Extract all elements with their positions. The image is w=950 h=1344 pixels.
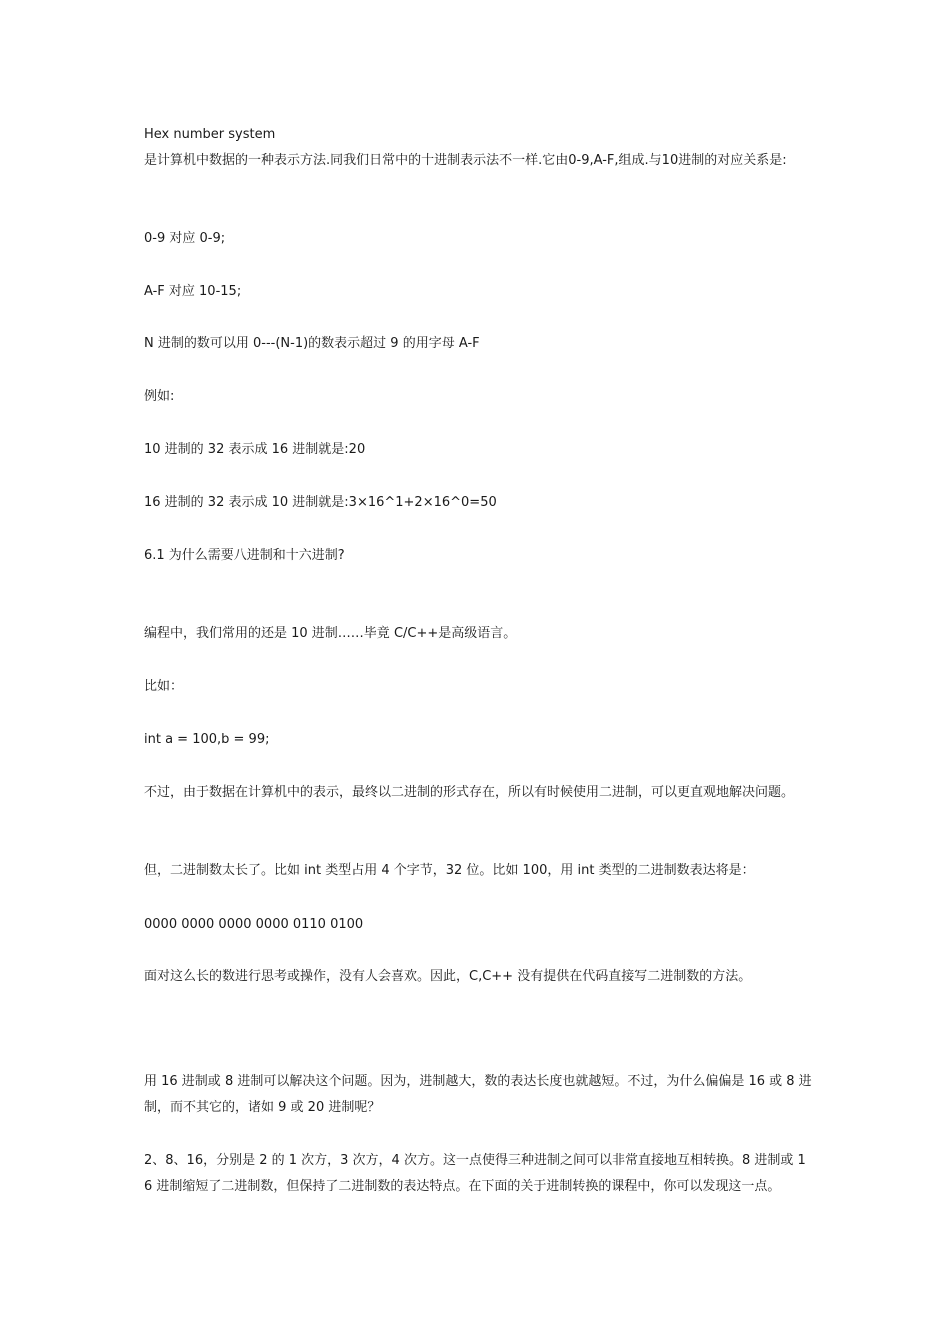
paragraph-binary-long: 但，二进制数太长了。比如 int 类型占用 4 个字节，32 位。比如 100，用 int 类型的二进制数表达将是： <box>144 863 755 878</box>
paragraph-example-2: 16 进制的 32 表示成 10 进制就是:3×16^1+2×16^0=50 <box>144 495 497 510</box>
paragraph-n-base: N 进制的数可以用 0---(N-1)的数表示超过 9 的用字母 A-F <box>144 336 480 351</box>
paragraph-example-1: 10 进制的 32 表示成 16 进制就是:20 <box>144 442 366 457</box>
paragraph-example-label: 例如: <box>144 389 175 404</box>
paragraph-mapping-letters: A-F 对应 10-15; <box>144 284 242 299</box>
paragraph-programming: 编程中，我们常用的还是 10 进制……毕竟 C/C++是高级语言。 <box>144 626 517 641</box>
section-heading-6-1: 6.1 为什么需要八进制和十六进制? <box>144 548 345 563</box>
paragraph-intro: 是计算机中数据的一种表示方法.同我们日常中的十进制表示法不一样.它由0-9,A-F,组成.与10进制的对应关系是: <box>144 153 787 168</box>
paragraph-hex-octal-solution: 用 16 进制或 8 进制可以解决这个问题。因为，进制越大，数的表达长度也就越短。不过，为什么偏偏是 16 或 8 进制，而不其它的，诸如 9 或 20 进制呢？ <box>144 1074 812 1115</box>
binary-value: 0000 0000 0000 0000 0110 0100 <box>144 917 364 932</box>
document-title: Hex number system <box>144 127 276 142</box>
paragraph-for-example: 比如： <box>144 679 184 694</box>
code-line-int: int a = 100,b = 99; <box>144 732 270 747</box>
paragraph-no-binary-literal: 面对这么长的数进行思考或操作，没有人会喜欢。因此，C,C++ 没有提供在代码直接写二进制数的方法。 <box>144 969 752 984</box>
paragraph-mapping-digits: 0-9 对应 0-9; <box>144 231 226 246</box>
paragraph-powers-of-two: 2、8、16，分别是 2 的 1 次方，3 次方，4 次方。这一点使得三种进制之间可以非常直接地互相转换。8 进制或 16 进制缩短了二进制数，但保持了二进制数的表达特点。在下面的关于进制转换的课程中，你可以发现这一点。 <box>144 1153 806 1194</box>
paragraph-binary-storage: 不过，由于数据在计算机中的表示，最终以二进制的形式存在，所以有时候使用二进制，可以更直观地解决问题。 <box>144 785 795 800</box>
